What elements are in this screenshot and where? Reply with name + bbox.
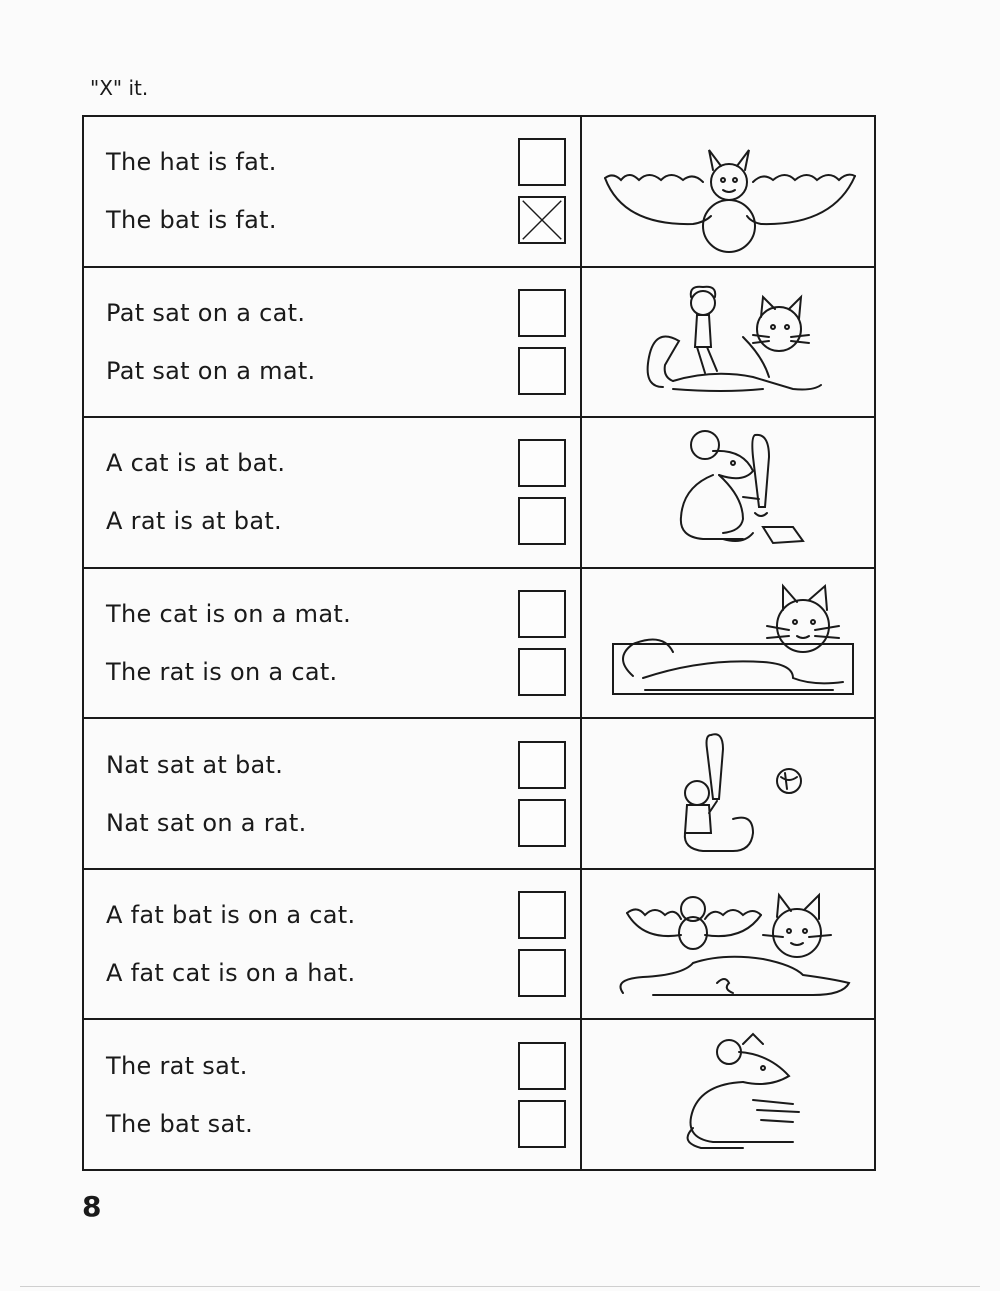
answer-checkbox[interactable] <box>518 439 566 487</box>
answer-checkbox[interactable] <box>518 590 566 638</box>
sentence-text: The cat is on a mat. <box>106 600 351 629</box>
sentence-text: Nat sat at bat. <box>106 750 284 779</box>
answer-checkbox[interactable] <box>518 289 566 337</box>
worksheet-table <box>82 115 876 1171</box>
answer-checkbox[interactable] <box>518 497 566 545</box>
bat-on-cat-illustration <box>593 879 863 1009</box>
picture-cell <box>582 870 874 1019</box>
sentence-option <box>106 284 580 342</box>
sentence-cell <box>84 719 582 868</box>
sentence-option <box>106 1037 580 1095</box>
sentence-option <box>106 492 580 550</box>
sentence-cell <box>84 569 582 718</box>
sentence-option <box>106 342 580 400</box>
page-number: 8 <box>82 1190 102 1223</box>
sentence-text: Nat sat on a rat. <box>106 808 307 837</box>
sentence-option <box>106 191 580 249</box>
sentence-option <box>106 886 580 944</box>
sentence-option <box>106 736 580 794</box>
page-edge-divider <box>20 1286 980 1287</box>
sentence-text: A rat is at bat. <box>106 507 282 536</box>
worksheet-row <box>84 117 874 268</box>
picture-cell <box>582 418 874 567</box>
answer-checkbox[interactable] <box>518 347 566 395</box>
sentence-cell <box>84 268 582 417</box>
worksheet-row <box>84 569 874 720</box>
picture-cell <box>582 117 874 266</box>
answer-checkbox[interactable] <box>518 741 566 789</box>
answer-checkbox[interactable] <box>518 949 566 997</box>
answer-checkbox[interactable] <box>518 138 566 186</box>
rat-with-bat-illustration <box>593 427 863 557</box>
sentence-cell <box>84 418 582 567</box>
sentence-text: Pat sat on a cat. <box>106 298 306 327</box>
answer-checkbox[interactable] <box>518 196 566 244</box>
sentence-cell <box>84 870 582 1019</box>
rat-sitting-illustration <box>593 1030 863 1160</box>
worksheet-row <box>84 1020 874 1169</box>
answer-checkbox[interactable] <box>518 891 566 939</box>
sentence-option <box>106 434 580 492</box>
boy-with-bat-illustration <box>593 729 863 859</box>
sentence-cell <box>84 117 582 266</box>
answer-checkbox[interactable] <box>518 1042 566 1090</box>
sentence-option <box>106 794 580 852</box>
answer-checkbox[interactable] <box>518 1100 566 1148</box>
picture-cell <box>582 719 874 868</box>
worksheet-row <box>84 719 874 870</box>
x-mark-icon <box>520 198 564 242</box>
sentence-text: A cat is at bat. <box>106 449 286 478</box>
sentence-text: A fat cat is on a hat. <box>106 959 356 988</box>
picture-cell <box>582 569 874 718</box>
worksheet-row <box>84 268 874 419</box>
sentence-text: The rat is on a cat. <box>106 658 338 687</box>
sentence-text: A fat bat is on a cat. <box>106 901 356 930</box>
sentence-option <box>106 585 580 643</box>
sentence-text: Pat sat on a mat. <box>106 356 316 385</box>
cat-on-mat-illustration <box>593 578 863 708</box>
sentence-text: The hat is fat. <box>106 148 277 177</box>
sentence-option <box>106 643 580 701</box>
answer-checkbox[interactable] <box>518 648 566 696</box>
sentence-option <box>106 133 580 191</box>
sentence-option <box>106 944 580 1002</box>
sentence-text: The bat is fat. <box>106 206 277 235</box>
instruction-text: "X" it. <box>90 76 149 100</box>
sentence-option <box>106 1095 580 1153</box>
sentence-text: The rat sat. <box>106 1051 248 1080</box>
answer-checkbox[interactable] <box>518 799 566 847</box>
girl-on-cat-illustration <box>593 277 863 407</box>
sentence-cell <box>84 1020 582 1169</box>
bat-illustration <box>593 126 863 256</box>
worksheet-row <box>84 418 874 569</box>
worksheet-row <box>84 870 874 1021</box>
picture-cell <box>582 1020 874 1169</box>
sentence-text: The bat sat. <box>106 1109 254 1138</box>
picture-cell <box>582 268 874 417</box>
